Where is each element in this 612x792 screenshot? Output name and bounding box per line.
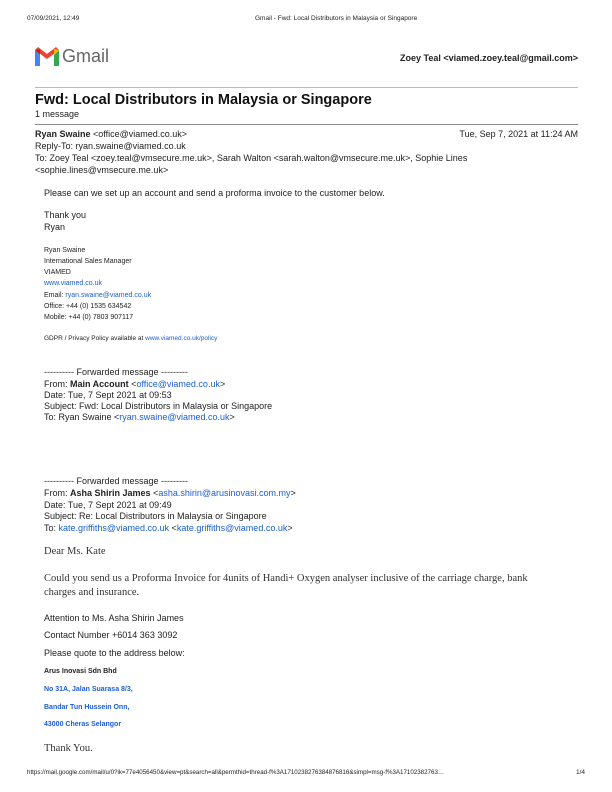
gdpr-text: GDPR / Privacy Policy available at bbox=[44, 335, 146, 342]
request-line-1: Could you send us a Proforma Invoice for 4units of Handi+ Oxygen analyser inclusive of the carriage charge, bank bbox=[44, 573, 528, 584]
signoff: Ryan bbox=[44, 222, 66, 232]
sender bbox=[35, 130, 187, 139]
thanks: Thank you bbox=[44, 210, 87, 220]
to-email-link[interactable]: ryan.swaine@viamed.co.uk bbox=[119, 412, 230, 422]
sig-email-link[interactable]: ryan.swaine@viamed.co.uk bbox=[65, 292, 152, 299]
quote-instruction: Please quote to the address below: bbox=[44, 648, 185, 658]
fwd1-separator: ---------- Forwarded message --------- bbox=[44, 367, 188, 377]
message-date: Tue, Sep 7, 2021 at 11:24 AM bbox=[459, 129, 578, 139]
address-line-3-link[interactable]: 43000 Cheras Selangor bbox=[44, 721, 122, 728]
address-line-1-link[interactable]: No 31A, Jalan Suarasa 8/3, bbox=[44, 686, 133, 693]
request-line-2: charges and insurance. bbox=[44, 587, 140, 598]
sig-email bbox=[44, 292, 151, 299]
fwd1-date: Date: Tue, 7 Sept 2021 at 09:53 bbox=[44, 390, 172, 400]
fwd2-date: Date: Tue, 7 Sept 2021 at 09:49 bbox=[44, 500, 172, 510]
sig-gdpr bbox=[44, 336, 217, 343]
sig-website-link[interactable]: www.viamed.co.uk bbox=[44, 280, 102, 287]
from-email-link[interactable]: asha.shirin@arusinovasi.com.my bbox=[158, 488, 291, 498]
account-label: Zoey Teal <viamed.zoey.teal@gmail.com> bbox=[399, 53, 578, 63]
fwd2-from: From: Asha Shirin James <asha.shirin@arusinovasi.com.my> bbox=[44, 488, 296, 498]
message-count: 1 message bbox=[35, 109, 80, 119]
from-name: Main Account bbox=[70, 379, 129, 389]
closing: Thank You. bbox=[44, 743, 93, 754]
thread-subject: Fwd: Local Distributors in Malaysia or Singapore bbox=[35, 92, 372, 108]
greeting: Dear Ms. Kate bbox=[44, 546, 106, 557]
fwd1-subject: Subject: Fwd: Local Distributors in Malaysia or Singapore bbox=[44, 401, 273, 411]
sig-office: Office: +44 (0) 1535 634542 bbox=[44, 303, 132, 310]
from-label: From: bbox=[44, 488, 70, 498]
recipients: To: Zoey Teal <zoey.teal@vmsecure.me.uk>, Sarah Walton <sarah.walton@vmsecure.me.uk>, Sophie Lines bbox=[35, 153, 468, 163]
customer-company: Arus Inovasi Sdn Bhd bbox=[44, 668, 117, 675]
to-email-link[interactable]: kate.griffiths@viamed.co.uk bbox=[176, 523, 288, 533]
recipients-cont: <sophie.lines@vmsecure.me.uk> bbox=[35, 165, 169, 175]
from-email-link[interactable]: office@viamed.co.uk bbox=[136, 379, 220, 389]
to-label: To: bbox=[44, 523, 59, 533]
fwd2-subject: Subject: Re: Local Distributors in Malaysia or Singapore bbox=[44, 511, 267, 521]
sender-email: <office@viamed.co.uk> bbox=[93, 129, 188, 139]
print-datetime: 07/09/2021, 12:49 bbox=[27, 15, 80, 22]
attention: Attention to Ms. Asha Shirin James bbox=[44, 613, 184, 623]
divider bbox=[35, 87, 578, 88]
fwd2-to: To: kate.griffiths@viamed.co.uk <kate.griffiths@viamed.co.uk> bbox=[44, 523, 293, 533]
page-number: 1/4 bbox=[576, 769, 586, 776]
reply-to: Reply-To: ryan.swaine@viamed.co.uk bbox=[35, 141, 186, 151]
sig-name: Ryan Swaine bbox=[44, 247, 86, 254]
fwd1-from: From: Main Account <office@viamed.co.uk> bbox=[44, 379, 226, 389]
fwd1-to: To: Ryan Swaine <ryan.swaine@viamed.co.uk> bbox=[44, 412, 235, 422]
to-label: To: Ryan Swaine < bbox=[44, 412, 120, 422]
policy-link[interactable]: www.viamed.co.uk/policy bbox=[145, 335, 218, 342]
sig-mobile: Mobile: +44 (0) 7803 907117 bbox=[44, 314, 134, 321]
divider bbox=[35, 124, 578, 125]
sig-company: VIAMED bbox=[44, 269, 71, 276]
address-line-2-link[interactable]: Bandar Tun Hussein Onn, bbox=[44, 704, 130, 711]
contact-number: Contact Number +6014 363 3092 bbox=[44, 630, 178, 640]
sig-role: International Sales Manager bbox=[44, 258, 132, 265]
from-name: Asha Shirin James bbox=[70, 488, 151, 498]
sender-name: Ryan Swaine bbox=[35, 129, 91, 139]
print-title: Gmail - Fwd: Local Distributors in Malaysia or Singapore bbox=[255, 15, 418, 22]
message-body: Please can we set up an account and send a proforma invoice to the customer below. bbox=[44, 188, 385, 198]
fwd2-separator: ---------- Forwarded message --------- bbox=[44, 476, 188, 486]
sig-email-label: Email: bbox=[44, 292, 66, 299]
to-email-link[interactable]: kate.griffiths@viamed.co.uk bbox=[58, 523, 170, 533]
gmail-logo-icon bbox=[35, 46, 59, 68]
print-url: https://mail.google.com/mail/u/0?ik=77e4056450&view=pt&search=all&permthid=thread-f%3A1710238276384876816&simpl=msg-f%3A17102382763… bbox=[27, 769, 445, 776]
from-label: From: bbox=[44, 379, 70, 389]
gmail-wordmark: Gmail bbox=[62, 46, 110, 66]
